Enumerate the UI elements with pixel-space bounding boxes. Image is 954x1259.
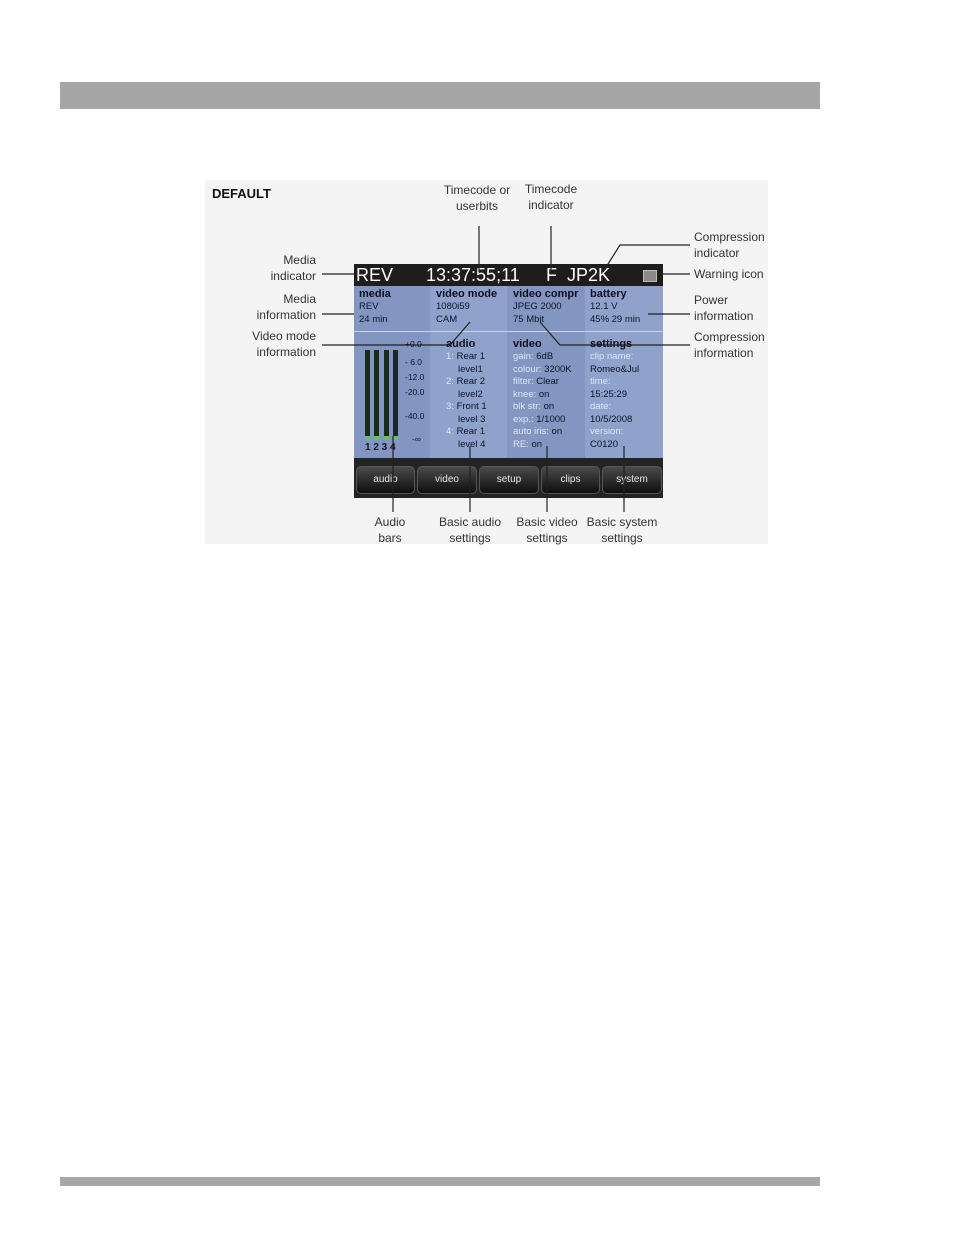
callout-compression-information: Compression information: [694, 330, 765, 360]
audio-channel: 1: Rear 1: [446, 351, 486, 362]
battery-info: battery 12.1 V 45% 29 min: [590, 288, 641, 325]
scale-label: -20.0: [405, 387, 425, 397]
media-indicator: REV: [356, 265, 394, 285]
leader-line: [603, 245, 690, 272]
audio-button[interactable]: audio: [356, 466, 415, 494]
version-value: C0120: [590, 438, 618, 450]
section-heading: DEFAULT: [212, 186, 271, 201]
callout-audio-bars: Audio bars: [374, 515, 406, 545]
setup-button[interactable]: setup: [479, 466, 539, 494]
system-button[interactable]: system: [602, 466, 662, 494]
video-settings: video gain: 6dB colour: 3200K filter: Clear knee: on blk str: on exp.: 1/1000 auto iris: on RE: on: [513, 338, 572, 450]
callout-video-mode-information: Video mode information: [252, 329, 316, 359]
clip-name-value: Romeo&Jul: [590, 363, 640, 375]
callout-compression-indicator: Compression indicator: [694, 230, 765, 260]
media-info: media REV 24 min: [359, 288, 391, 325]
video-settings-title: video: [513, 338, 542, 350]
video-button[interactable]: video: [417, 466, 477, 494]
callout-timecode-indicator: Timecode indicator: [524, 182, 578, 212]
scale-label: -12.0: [405, 372, 425, 382]
system-settings-title: settings: [590, 338, 633, 350]
time-value: 15:25:29: [590, 388, 627, 400]
scale-label: -40.0: [405, 411, 425, 421]
callout-basic-video-settings: Basic video settings: [516, 515, 578, 545]
scale-label: +0.0: [405, 339, 422, 349]
callout-basic-audio-settings: Basic audio settings: [438, 515, 502, 545]
audio-channel-list: 1: Rear 1 level1 2: Rear 2 level2 3: Front 1 level 3 4: Rear 1 level 4: [446, 351, 487, 450]
scale-label: - 6.0: [405, 357, 423, 367]
audio-channel: 3: Front 1: [446, 401, 487, 412]
date-value: 10/5/2008: [590, 413, 633, 425]
leader-line: [540, 322, 690, 345]
page-footer-bar: [60, 1177, 820, 1186]
system-settings: settings clip name: Romeo&Jul time: 15:25:29 date: 10/5/2008 version: C0120: [590, 338, 640, 450]
audio-settings-title: audio: [446, 338, 476, 350]
callout-media-information: Media information: [256, 292, 316, 322]
clips-button[interactable]: clips: [541, 466, 600, 494]
audio-channel-numbers: 1 2 3 4: [365, 442, 396, 453]
video-mode-info: video mode 1080i59 CAM: [436, 288, 498, 325]
audio-channel: 4: Rear 1: [446, 426, 486, 437]
scale-label: -∞: [412, 434, 421, 444]
compression-indicator: JP2K: [567, 265, 611, 285]
callout-basic-system-settings: Basic system settings: [586, 515, 658, 545]
callout-warning-icon: Warning icon: [694, 267, 764, 281]
video-compr-info: video compr JPEG 2000 75 Mbit: [513, 288, 579, 325]
callout-timecode-or-userbits: Timecode or userbits: [443, 183, 511, 213]
callout-media-indicator: Media indicator: [270, 253, 316, 283]
timecode-indicator: F: [546, 265, 557, 285]
leader-line: [322, 322, 470, 345]
callout-power-information: Power information: [694, 293, 754, 323]
audio-channel: 2: Rear 2: [446, 376, 486, 387]
timecode-display: 13:37:55;11: [426, 265, 520, 285]
